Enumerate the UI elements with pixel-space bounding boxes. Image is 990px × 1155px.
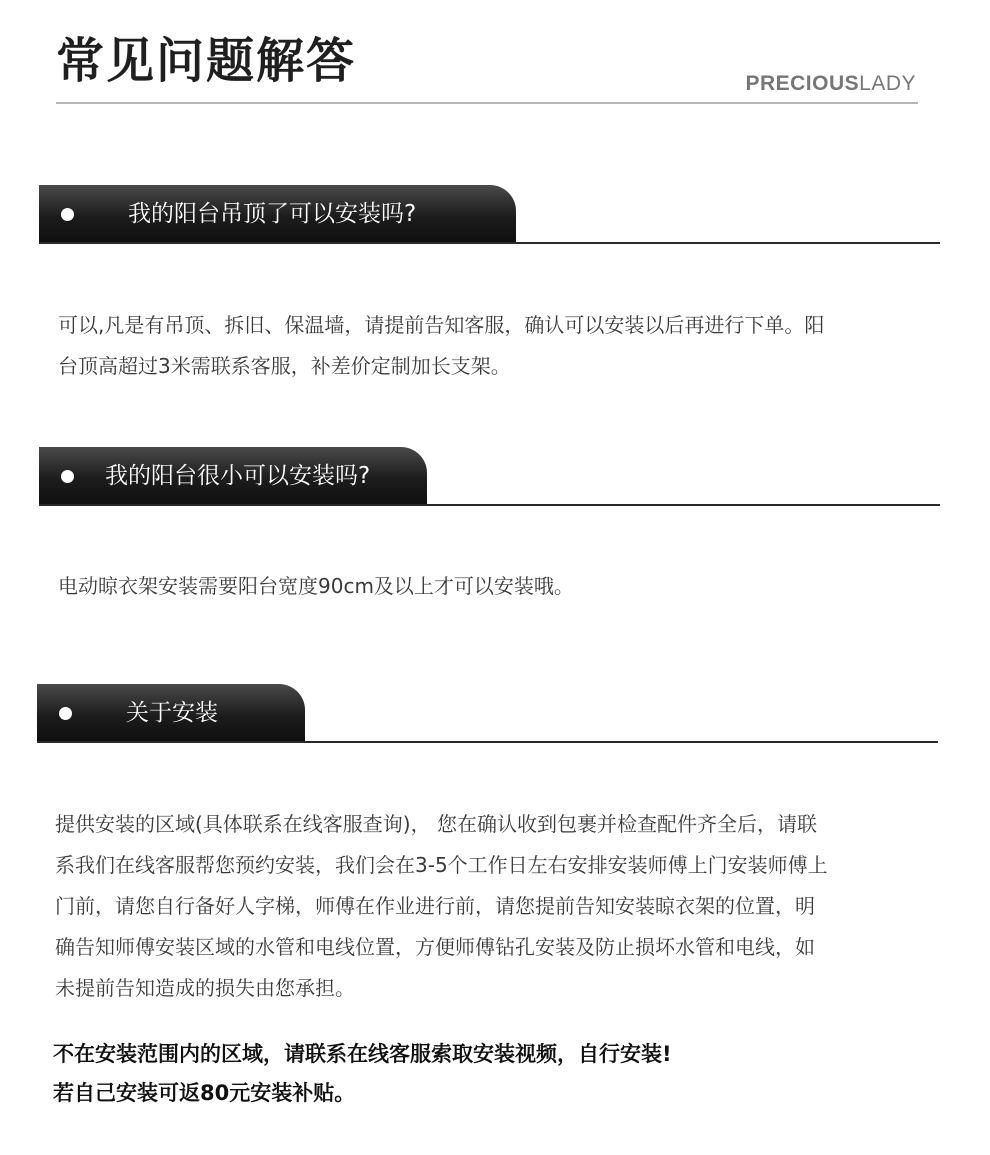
page-title: 常见问题解答 [56, 33, 357, 89]
faq-question-tab-2 [39, 447, 427, 505]
answer-line: 未提前告知造成的损失由您承担。 [55, 976, 355, 1000]
brand-name-light: LADY [859, 72, 916, 95]
answer-line: 确告知师傅安装区域的水管和电线位置，方便师傅钻孔安装及防止损坏水管和电线，如 [55, 935, 815, 959]
faq-divider-1 [39, 242, 940, 244]
bullet-dot-icon [61, 208, 74, 221]
faq-answer-1 [58, 305, 938, 387]
answer-line: 门前，请您自行备好人字梯，师傅在作业进行前，请您提前告知安装晾衣架的位置，明 [55, 894, 815, 918]
answer-line: 系我们在线客服帮您预约安装，我们会在3-5个工作日左右安排安装师傅上门安装师傅上 [55, 853, 828, 877]
note-line-2: 若自己安装可返80元安装补贴。 [53, 1081, 356, 1105]
bullet-dot-icon [59, 707, 72, 720]
faq-question-3: 关于安装 [126, 700, 218, 726]
brand-name-bold: PRECIOUS [745, 72, 860, 95]
faq-divider-3 [37, 741, 938, 743]
answer-line: 台顶高超过3米需联系客服，补差价定制加长支架。 [58, 354, 511, 378]
bullet-dot-icon [61, 470, 74, 483]
answer-line: 提供安装的区域(具体联系在线客服查询)， 您在确认收到包裹并检查配件齐全后，请联 [55, 812, 817, 836]
answer-line: 电动晾衣架安装需要阳台宽度90cm及以上才可以安装哦。 [58, 574, 574, 598]
installation-note [53, 1035, 953, 1113]
title-divider [56, 102, 918, 104]
faq-divider-2 [39, 504, 940, 506]
faq-question-tab-1 [39, 185, 516, 243]
faq-question-2: 我的阳台很小可以安装吗? [105, 463, 371, 489]
brand-logo [745, 72, 916, 96]
faq-question-1: 我的阳台吊顶了可以安装吗? [128, 201, 417, 227]
faq-question-tab-3 [37, 684, 305, 742]
faq-answer-3 [55, 804, 945, 1009]
note-line-1: 不在安装范围内的区域，请联系在线客服索取安装视频，自行安装! [53, 1042, 672, 1066]
faq-answer-2 [58, 566, 938, 607]
answer-line: 可以,凡是有吊顶、拆旧、保温墙，请提前告知客服，确认可以安装以后再进行下单。阳 [58, 313, 825, 337]
